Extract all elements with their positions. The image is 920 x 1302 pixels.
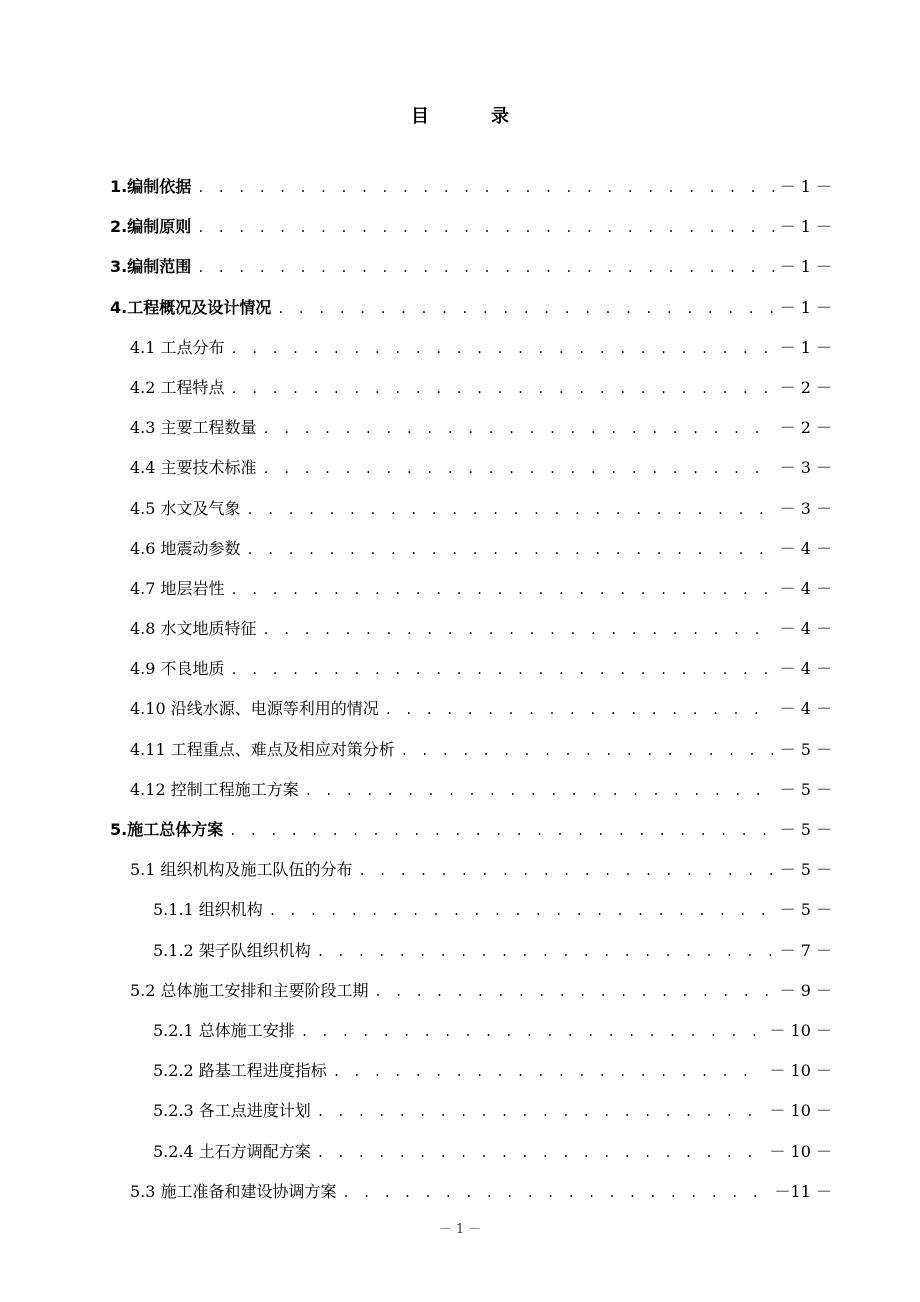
toc-entry-page: － 1 － [779,257,832,277]
toc-entry-label: 5.施工总体方案 [110,820,224,839]
toc-entry[interactable] [110,656,832,696]
toc-entry-label: 4.9 不良地质 [130,659,225,679]
toc-entry-page: － 10 － [769,1020,832,1040]
toc-entry[interactable] [110,978,832,1018]
toc-entry[interactable] [110,295,832,335]
toc-entry-label: 4.7 地层岩性 [130,578,225,598]
table-of-contents [110,174,832,1219]
toc-dot-leader [231,583,776,597]
toc-entry-page: － 4 － [779,538,832,558]
toc-entry[interactable] [110,214,832,254]
toc-dot-leader [197,221,775,235]
toc-dot-leader [197,261,775,275]
toc-entry-label: 2.编制原则 [110,217,192,237]
toc-entry-page: － 5 － [779,779,832,799]
toc-entry[interactable] [110,857,832,897]
toc-entry[interactable] [110,254,832,294]
toc-entry-label: 5.2.1 总体施工安排 [153,1020,295,1040]
toc-entry[interactable] [110,536,832,576]
toc-dot-leader [263,623,776,637]
toc-entry-label: 4.6 地震动参数 [130,538,241,558]
toc-entry-page: － 7 － [779,940,832,960]
toc-entry[interactable] [110,174,832,214]
toc-entry-label: 4.工程概况及设计情况 [110,297,272,317]
toc-entry-label: 4.4 主要技术标准 [130,458,257,478]
toc-entry[interactable] [110,496,832,536]
toc-entry[interactable] [110,897,832,937]
toc-dot-leader [269,904,776,918]
toc-entry-label: 5.2 总体施工安排和主要阶段工期 [130,980,369,1000]
toc-entry-label: 4.2 工程特点 [130,377,225,397]
toc-entry-page: － 5 － [779,739,832,759]
toc-dot-leader [317,1105,766,1119]
toc-entry[interactable] [110,737,832,777]
toc-dot-leader [301,1025,766,1039]
toc-entry-label: 1.编制依据 [110,177,192,196]
toc-entry-page: － 4 － [779,578,832,598]
toc-entry-label: 4.11 工程重点、难点及相应对策分析 [130,739,395,759]
toc-entry[interactable] [110,1179,832,1219]
toc-entry[interactable] [110,616,832,656]
toc-entry[interactable] [110,455,832,495]
toc-entry[interactable] [110,777,832,817]
toc-dot-leader [333,1065,766,1079]
toc-dot-leader [317,1146,766,1160]
toc-dot-leader [247,543,776,557]
toc-dot-leader [231,663,776,677]
toc-dot-leader [231,342,776,356]
toc-dot-leader [359,864,776,878]
toc-entry-label: 5.2.4 土石方调配方案 [153,1141,311,1161]
toc-entry-page: － 10 － [769,1141,832,1161]
toc-dot-leader [197,181,775,195]
toc-dot-leader [229,824,775,838]
toc-entry[interactable] [110,1098,832,1138]
toc-dot-leader [375,985,776,999]
toc-entry[interactable] [110,1139,832,1179]
toc-entry-page: － 3 － [779,498,832,518]
toc-entry-label: 5.1.2 架子队组织机构 [153,940,311,960]
toc-dot-leader [317,945,776,959]
toc-entry-page: － 4 － [779,619,832,639]
toc-entry-page: － 3 － [779,458,832,478]
toc-dot-leader [401,744,776,758]
toc-entry[interactable] [110,938,832,978]
toc-dot-leader [231,382,776,396]
toc-entry-page: － 1 － [779,217,832,237]
toc-dot-leader [277,302,775,316]
toc-entry-page: － 5 － [779,900,832,920]
toc-entry[interactable] [110,696,832,736]
toc-entry-label: 4.1 工点分布 [130,337,225,357]
toc-entry[interactable] [110,375,832,415]
toc-entry[interactable] [110,415,832,455]
toc-entry-page: － 10 － [769,1061,832,1081]
toc-entry-page: － 1 － [779,177,832,196]
toc-entry-page: － 10 － [769,1101,832,1121]
toc-entry-page: － 1 － [779,337,832,357]
toc-entry[interactable] [110,576,832,616]
toc-entry-label: 5.3 施工准备和建设协调方案 [130,1181,337,1201]
toc-entry-page: － 1 － [779,297,832,317]
toc-entry-label: 5.2.3 各工点进度计划 [153,1101,311,1121]
toc-dot-leader [247,503,776,517]
toc-entry[interactable] [110,1058,832,1098]
toc-entry-page: － 4 － [779,699,832,719]
toc-entry-page: － 4 － [779,659,832,679]
toc-dot-leader [305,784,776,798]
toc-entry-label: 3.编制范围 [110,257,192,277]
toc-entry-label: 5.2.2 路基工程进度指标 [153,1061,327,1081]
toc-entry-label: 4.10 沿线水源、电源等利用的情况 [130,699,379,719]
toc-entry-page: － 5 － [779,820,832,839]
toc-entry-page: － 2 － [779,377,832,397]
toc-entry-page: － 2 － [779,418,832,438]
toc-entry[interactable] [110,1018,832,1058]
footer-page-number: － 1 － [438,1222,482,1237]
toc-entry-label: 4.8 水文地质特征 [130,619,257,639]
toc-dot-leader [343,1186,771,1200]
toc-entry-page: －11 － [774,1181,832,1201]
toc-entry-label: 5.1.1 组织机构 [153,900,263,920]
toc-entry-label: 4.3 主要工程数量 [130,418,257,438]
toc-entry-page: － 9 － [779,980,832,1000]
toc-entry-page: － 5 － [779,860,832,880]
toc-entry-label: 5.1 组织机构及施工队伍的分布 [130,860,353,880]
toc-dot-leader [385,703,776,717]
toc-entry-label: 4.5 水文及气象 [130,498,241,518]
toc-entry[interactable] [110,335,832,375]
toc-dot-leader [263,422,776,436]
toc-dot-leader [263,462,776,476]
toc-entry[interactable] [110,817,832,857]
page-title: 目 录 [411,106,531,127]
toc-entry-label: 4.12 控制工程施工方案 [130,779,299,799]
